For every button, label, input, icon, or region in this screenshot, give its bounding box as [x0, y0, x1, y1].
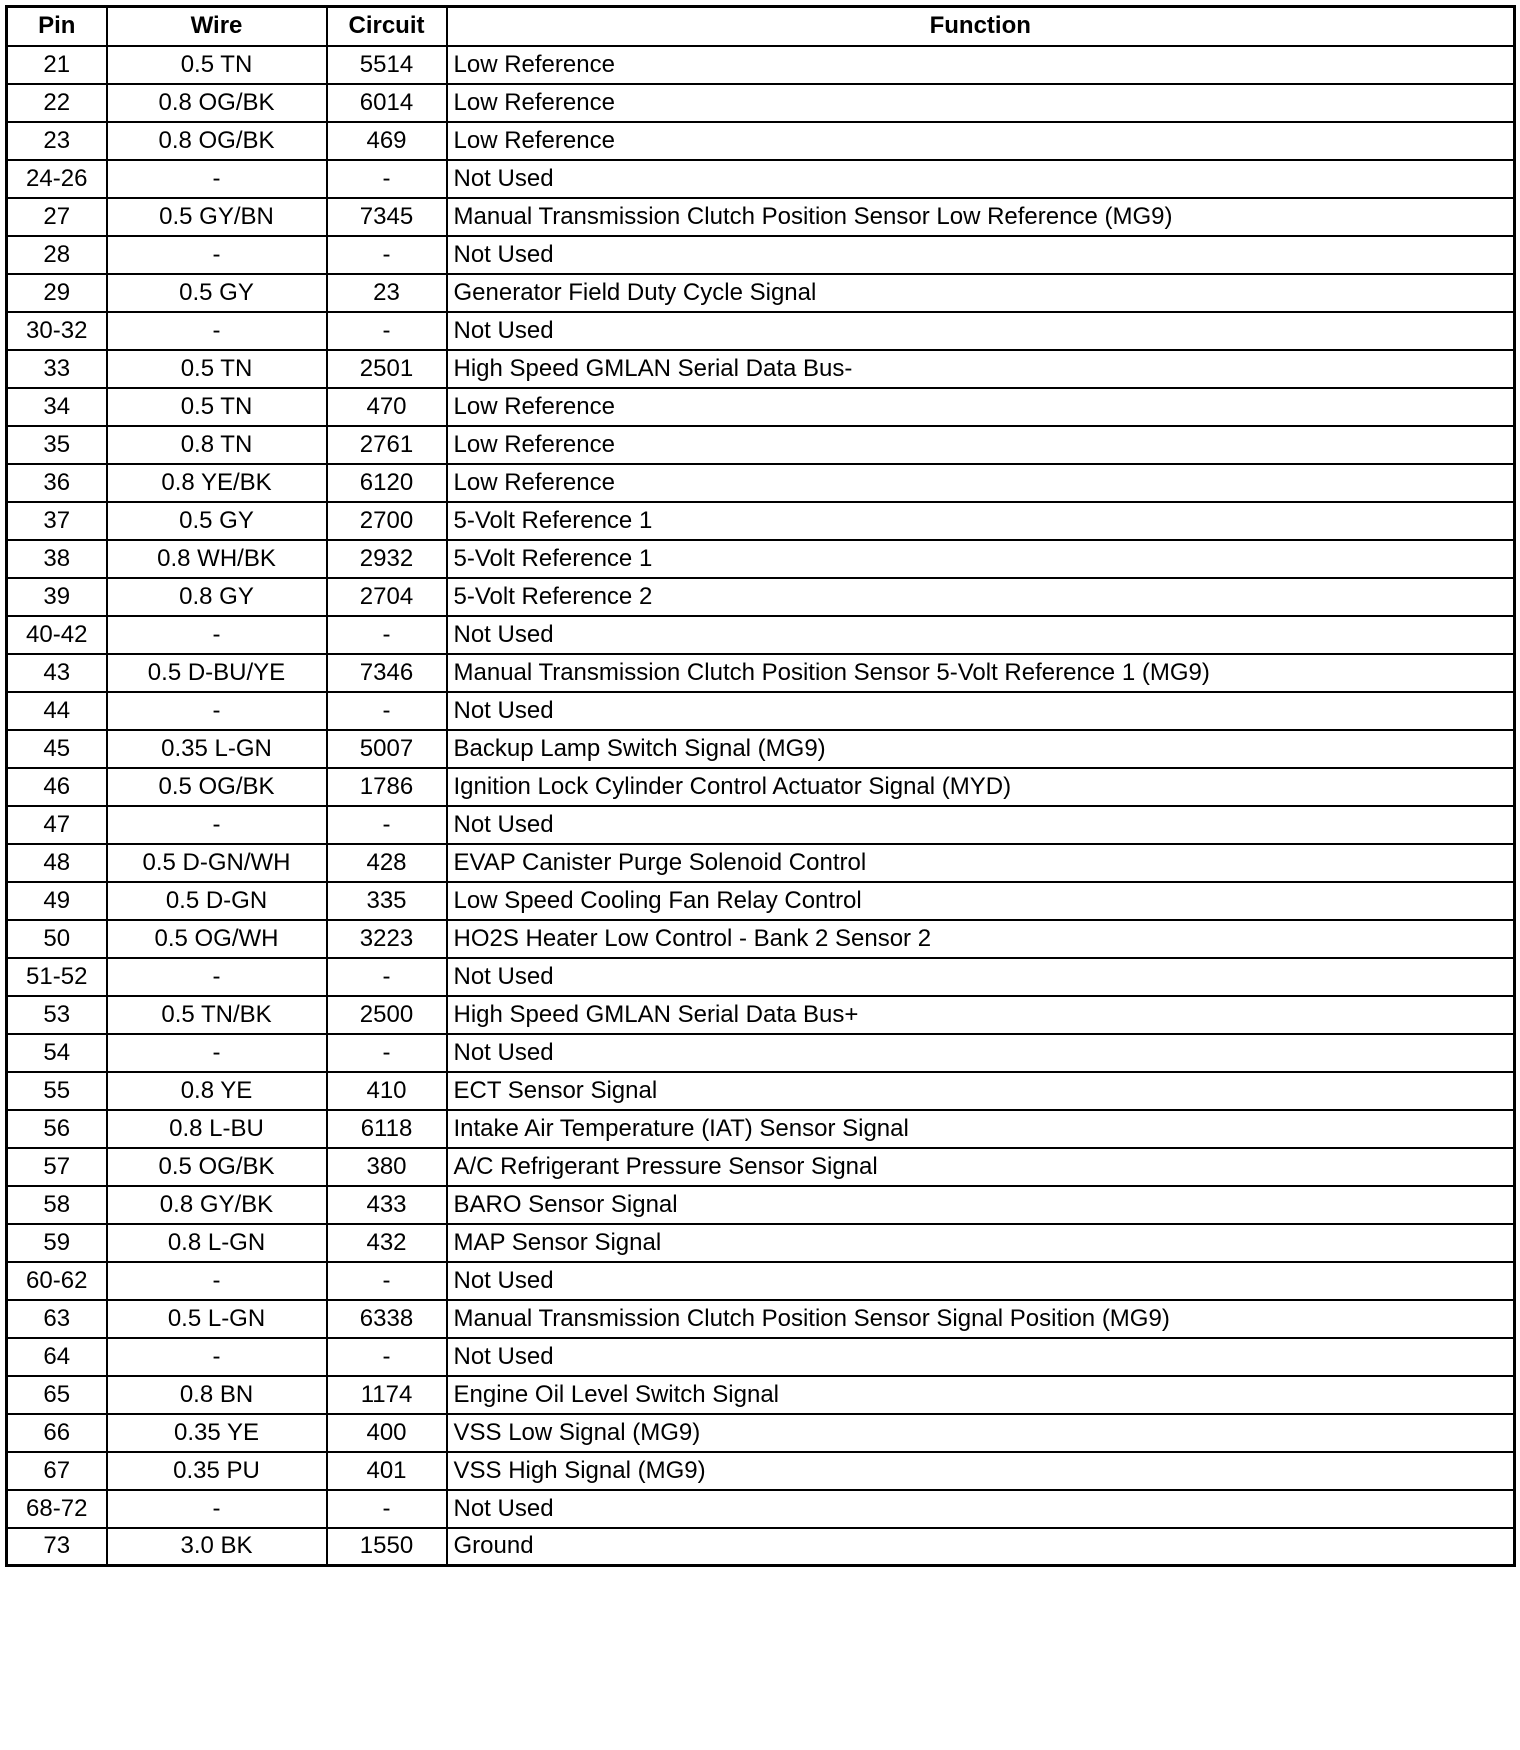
- wire-cell: -: [107, 1034, 327, 1072]
- function-cell: Engine Oil Level Switch Signal: [447, 1376, 1515, 1414]
- table-row: [7, 1072, 1515, 1110]
- function-cell: ECT Sensor Signal: [447, 1072, 1515, 1110]
- pin-cell: 39: [7, 578, 107, 616]
- wire-cell: 0.35 L-GN: [107, 730, 327, 768]
- circuit-cell: 469: [327, 122, 447, 160]
- wire-cell: 0.8 TN: [107, 426, 327, 464]
- table-row: [7, 464, 1515, 502]
- pin-cell: 48: [7, 844, 107, 882]
- circuit-cell: 7345: [327, 198, 447, 236]
- circuit-cell: 1550: [327, 1528, 447, 1566]
- pin-cell: 37: [7, 502, 107, 540]
- pin-cell: 43: [7, 654, 107, 692]
- function-cell: Not Used: [447, 1490, 1515, 1528]
- function-cell: Not Used: [447, 1262, 1515, 1300]
- wire-cell: 0.35 YE: [107, 1414, 327, 1452]
- table-row: [7, 882, 1515, 920]
- pin-cell: 24-26: [7, 160, 107, 198]
- function-cell: Not Used: [447, 1034, 1515, 1072]
- table-row: [7, 654, 1515, 692]
- pin-cell: 45: [7, 730, 107, 768]
- circuit-cell: 410: [327, 1072, 447, 1110]
- circuit-cell: 380: [327, 1148, 447, 1186]
- circuit-cell: 470: [327, 388, 447, 426]
- circuit-cell: -: [327, 1262, 447, 1300]
- circuit-cell: 6118: [327, 1110, 447, 1148]
- pin-cell: 60-62: [7, 1262, 107, 1300]
- function-cell: Low Reference: [447, 426, 1515, 464]
- table-row: [7, 84, 1515, 122]
- circuit-cell: 2761: [327, 426, 447, 464]
- function-cell: EVAP Canister Purge Solenoid Control: [447, 844, 1515, 882]
- function-cell: Manual Transmission Clutch Position Sensor 5-Volt Reference 1 (MG9): [447, 654, 1515, 692]
- function-cell: Not Used: [447, 160, 1515, 198]
- circuit-cell: -: [327, 1490, 447, 1528]
- pin-cell: 65: [7, 1376, 107, 1414]
- table-row: [7, 958, 1515, 996]
- header-circuit: Circuit: [327, 7, 447, 46]
- table-row: [7, 122, 1515, 160]
- circuit-cell: 2500: [327, 996, 447, 1034]
- circuit-cell: -: [327, 312, 447, 350]
- circuit-cell: 2704: [327, 578, 447, 616]
- circuit-cell: 428: [327, 844, 447, 882]
- table-row: [7, 996, 1515, 1034]
- pin-cell: 59: [7, 1224, 107, 1262]
- header-wire: Wire: [107, 7, 327, 46]
- wire-cell: 0.5 D-GN/WH: [107, 844, 327, 882]
- connector-pinout-sheet: [5, 5, 1513, 1567]
- pin-cell: 21: [7, 46, 107, 84]
- pin-cell: 35: [7, 426, 107, 464]
- pin-cell: 54: [7, 1034, 107, 1072]
- circuit-cell: 2932: [327, 540, 447, 578]
- pin-cell: 23: [7, 122, 107, 160]
- pin-cell: 51-52: [7, 958, 107, 996]
- function-cell: Low Reference: [447, 46, 1515, 84]
- wire-cell: 0.5 D-GN: [107, 882, 327, 920]
- function-cell: VSS Low Signal (MG9): [447, 1414, 1515, 1452]
- function-cell: Ground: [447, 1528, 1515, 1566]
- function-cell: 5-Volt Reference 2: [447, 578, 1515, 616]
- function-cell: HO2S Heater Low Control - Bank 2 Sensor 2: [447, 920, 1515, 958]
- table-row: [7, 236, 1515, 274]
- circuit-cell: -: [327, 1034, 447, 1072]
- wire-cell: -: [107, 616, 327, 654]
- pin-cell: 49: [7, 882, 107, 920]
- circuit-cell: 1174: [327, 1376, 447, 1414]
- function-cell: Low Reference: [447, 464, 1515, 502]
- function-cell: Not Used: [447, 806, 1515, 844]
- table-row: [7, 578, 1515, 616]
- wire-cell: -: [107, 1338, 327, 1376]
- wire-cell: 0.5 TN: [107, 388, 327, 426]
- wire-cell: -: [107, 312, 327, 350]
- wire-cell: -: [107, 806, 327, 844]
- table-row: [7, 198, 1515, 236]
- table-row: [7, 1110, 1515, 1148]
- wire-cell: 0.5 TN: [107, 350, 327, 388]
- wire-cell: 3.0 BK: [107, 1528, 327, 1566]
- function-cell: BARO Sensor Signal: [447, 1186, 1515, 1224]
- pin-cell: 68-72: [7, 1490, 107, 1528]
- wire-cell: -: [107, 692, 327, 730]
- table-row: [7, 1490, 1515, 1528]
- pin-cell: 29: [7, 274, 107, 312]
- circuit-cell: 5007: [327, 730, 447, 768]
- pin-cell: 55: [7, 1072, 107, 1110]
- pin-cell: 28: [7, 236, 107, 274]
- pin-cell: 66: [7, 1414, 107, 1452]
- function-cell: Low Speed Cooling Fan Relay Control: [447, 882, 1515, 920]
- wire-cell: 0.8 YE: [107, 1072, 327, 1110]
- pin-cell: 57: [7, 1148, 107, 1186]
- circuit-cell: 1786: [327, 768, 447, 806]
- wire-cell: 0.8 OG/BK: [107, 84, 327, 122]
- circuit-cell: 5514: [327, 46, 447, 84]
- pin-cell: 40-42: [7, 616, 107, 654]
- circuit-cell: -: [327, 1338, 447, 1376]
- table-row: [7, 426, 1515, 464]
- pin-cell: 53: [7, 996, 107, 1034]
- table-row: [7, 920, 1515, 958]
- function-cell: Backup Lamp Switch Signal (MG9): [447, 730, 1515, 768]
- circuit-cell: -: [327, 692, 447, 730]
- function-cell: Not Used: [447, 1338, 1515, 1376]
- wire-cell: -: [107, 160, 327, 198]
- pinout-table: [5, 5, 1516, 1567]
- header-pin: Pin: [7, 7, 107, 46]
- circuit-cell: 400: [327, 1414, 447, 1452]
- wire-cell: 0.5 D-BU/YE: [107, 654, 327, 692]
- table-row: [7, 1338, 1515, 1376]
- function-cell: Low Reference: [447, 122, 1515, 160]
- function-cell: High Speed GMLAN Serial Data Bus+: [447, 996, 1515, 1034]
- function-cell: A/C Refrigerant Pressure Sensor Signal: [447, 1148, 1515, 1186]
- circuit-cell: 23: [327, 274, 447, 312]
- function-cell: Not Used: [447, 616, 1515, 654]
- pin-cell: 34: [7, 388, 107, 426]
- pin-cell: 46: [7, 768, 107, 806]
- circuit-cell: 401: [327, 1452, 447, 1490]
- circuit-cell: 6120: [327, 464, 447, 502]
- table-row: [7, 1376, 1515, 1414]
- circuit-cell: -: [327, 958, 447, 996]
- wire-cell: 0.5 OG/BK: [107, 768, 327, 806]
- circuit-cell: -: [327, 806, 447, 844]
- pin-cell: 30-32: [7, 312, 107, 350]
- table-row: [7, 502, 1515, 540]
- function-cell: Not Used: [447, 312, 1515, 350]
- pin-cell: 64: [7, 1338, 107, 1376]
- pin-cell: 73: [7, 1528, 107, 1566]
- wire-cell: 0.5 OG/BK: [107, 1148, 327, 1186]
- wire-cell: 0.5 L-GN: [107, 1300, 327, 1338]
- function-cell: Not Used: [447, 958, 1515, 996]
- pin-cell: 33: [7, 350, 107, 388]
- table-row: [7, 350, 1515, 388]
- function-cell: Intake Air Temperature (IAT) Sensor Signal: [447, 1110, 1515, 1148]
- wire-cell: 0.5 OG/WH: [107, 920, 327, 958]
- table-row: [7, 160, 1515, 198]
- wire-cell: 0.8 L-GN: [107, 1224, 327, 1262]
- wire-cell: 0.35 PU: [107, 1452, 327, 1490]
- table-row: [7, 1262, 1515, 1300]
- function-cell: 5-Volt Reference 1: [447, 540, 1515, 578]
- table-row: [7, 46, 1515, 84]
- pin-cell: 47: [7, 806, 107, 844]
- table-row: [7, 768, 1515, 806]
- function-cell: High Speed GMLAN Serial Data Bus-: [447, 350, 1515, 388]
- table-row: [7, 1452, 1515, 1490]
- wire-cell: 0.5 TN/BK: [107, 996, 327, 1034]
- wire-cell: 0.8 GY/BK: [107, 1186, 327, 1224]
- wire-cell: 0.5 GY/BN: [107, 198, 327, 236]
- table-row: [7, 540, 1515, 578]
- wire-cell: 0.5 TN: [107, 46, 327, 84]
- wire-cell: -: [107, 1490, 327, 1528]
- table-body: [7, 46, 1515, 1566]
- pin-cell: 44: [7, 692, 107, 730]
- wire-cell: 0.8 L-BU: [107, 1110, 327, 1148]
- wire-cell: 0.8 OG/BK: [107, 122, 327, 160]
- table-row: [7, 1528, 1515, 1566]
- pin-cell: 27: [7, 198, 107, 236]
- wire-cell: -: [107, 236, 327, 274]
- circuit-cell: 6014: [327, 84, 447, 122]
- wire-cell: 0.5 GY: [107, 502, 327, 540]
- pin-cell: 38: [7, 540, 107, 578]
- pin-cell: 67: [7, 1452, 107, 1490]
- table-row: [7, 730, 1515, 768]
- circuit-cell: -: [327, 236, 447, 274]
- function-cell: Manual Transmission Clutch Position Sensor Signal Position (MG9): [447, 1300, 1515, 1338]
- table-row: [7, 692, 1515, 730]
- circuit-cell: -: [327, 160, 447, 198]
- function-cell: Ignition Lock Cylinder Control Actuator Signal (MYD): [447, 768, 1515, 806]
- header-function: Function: [447, 7, 1515, 46]
- table-header: [7, 7, 1515, 46]
- wire-cell: 0.8 YE/BK: [107, 464, 327, 502]
- function-cell: Low Reference: [447, 84, 1515, 122]
- table-row: [7, 388, 1515, 426]
- wire-cell: 0.8 WH/BK: [107, 540, 327, 578]
- function-cell: Not Used: [447, 692, 1515, 730]
- circuit-cell: 2700: [327, 502, 447, 540]
- pin-cell: 50: [7, 920, 107, 958]
- circuit-cell: 433: [327, 1186, 447, 1224]
- table-row: [7, 274, 1515, 312]
- table-row: [7, 1148, 1515, 1186]
- circuit-cell: 6338: [327, 1300, 447, 1338]
- table-row: [7, 1300, 1515, 1338]
- pin-cell: 22: [7, 84, 107, 122]
- circuit-cell: 335: [327, 882, 447, 920]
- pin-cell: 63: [7, 1300, 107, 1338]
- pin-cell: 56: [7, 1110, 107, 1148]
- pin-cell: 36: [7, 464, 107, 502]
- wire-cell: 0.5 GY: [107, 274, 327, 312]
- wire-cell: 0.8 BN: [107, 1376, 327, 1414]
- function-cell: Generator Field Duty Cycle Signal: [447, 274, 1515, 312]
- circuit-cell: 7346: [327, 654, 447, 692]
- function-cell: 5-Volt Reference 1: [447, 502, 1515, 540]
- function-cell: VSS High Signal (MG9): [447, 1452, 1515, 1490]
- circuit-cell: 3223: [327, 920, 447, 958]
- table-row: [7, 1414, 1515, 1452]
- circuit-cell: -: [327, 616, 447, 654]
- table-row: [7, 1034, 1515, 1072]
- table-row: [7, 312, 1515, 350]
- wire-cell: -: [107, 1262, 327, 1300]
- function-cell: Low Reference: [447, 388, 1515, 426]
- wire-cell: 0.8 GY: [107, 578, 327, 616]
- function-cell: Not Used: [447, 236, 1515, 274]
- function-cell: Manual Transmission Clutch Position Sensor Low Reference (MG9): [447, 198, 1515, 236]
- table-row: [7, 1224, 1515, 1262]
- circuit-cell: 432: [327, 1224, 447, 1262]
- table-row: [7, 844, 1515, 882]
- table-row: [7, 616, 1515, 654]
- pin-cell: 58: [7, 1186, 107, 1224]
- header-row: [7, 7, 1515, 46]
- circuit-cell: 2501: [327, 350, 447, 388]
- table-row: [7, 806, 1515, 844]
- function-cell: MAP Sensor Signal: [447, 1224, 1515, 1262]
- wire-cell: -: [107, 958, 327, 996]
- table-row: [7, 1186, 1515, 1224]
